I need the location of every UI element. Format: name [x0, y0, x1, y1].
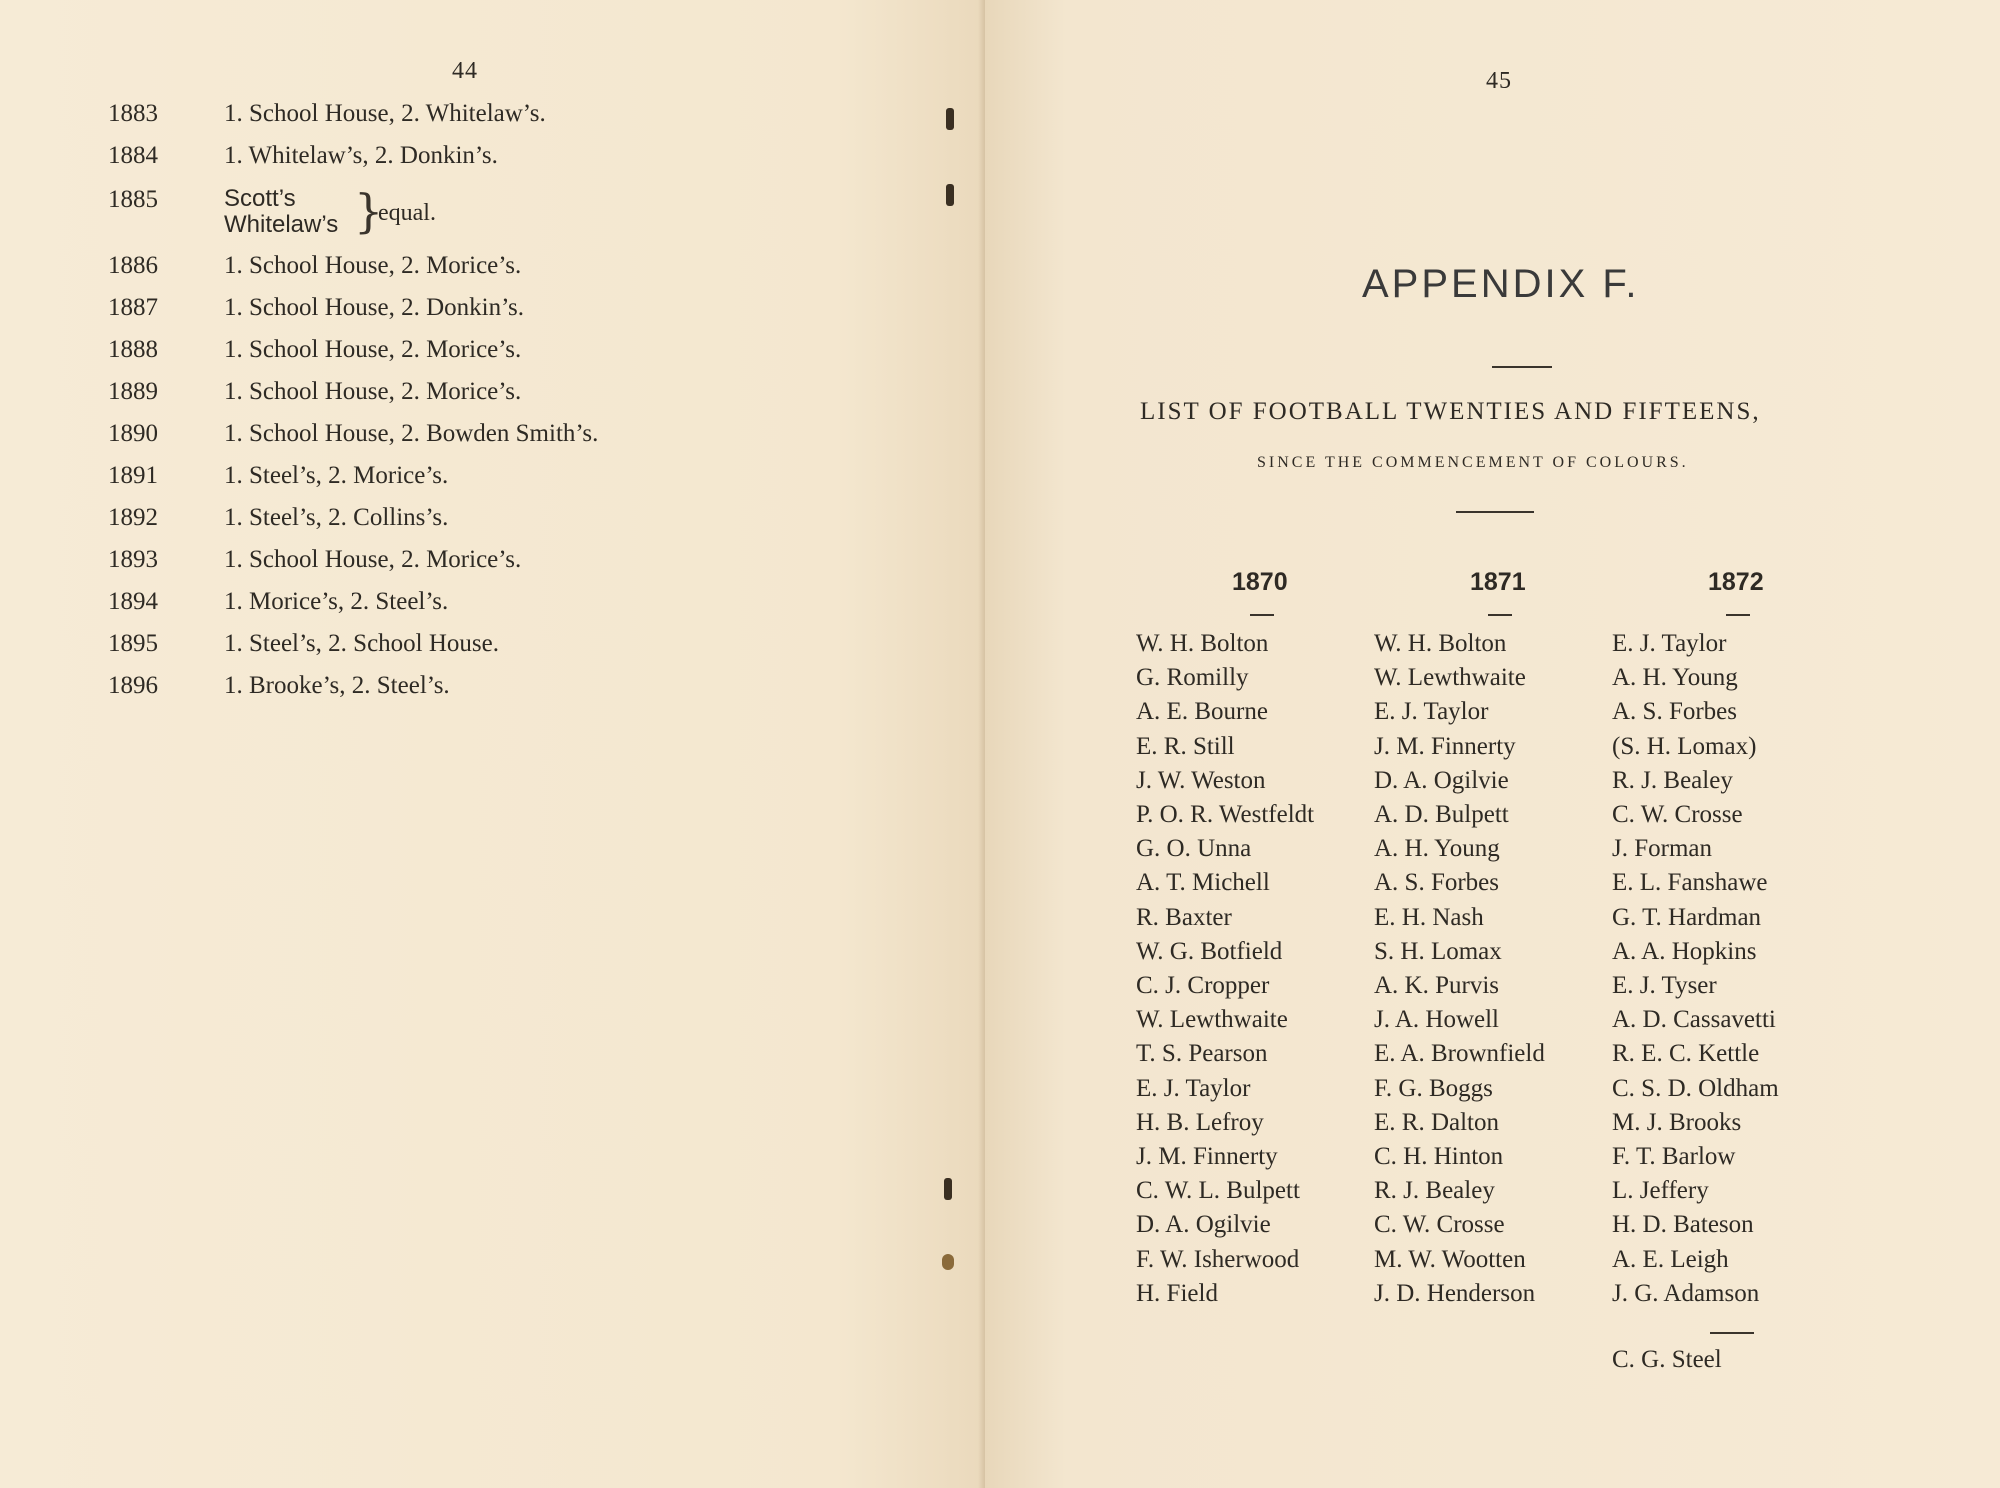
player-name: C. S. D. Oldham: [1612, 1074, 1779, 1102]
player-name: A. T. Michell: [1136, 869, 1270, 897]
player-name: C. H. Hinton: [1374, 1143, 1504, 1170]
column-dash: [1726, 614, 1750, 616]
year-label: 1888: [108, 336, 158, 363]
divider-rule: [1710, 1332, 1754, 1334]
page-number-45: 45: [1486, 68, 1512, 94]
year-label: 1893: [108, 546, 158, 573]
player-name: J. M. Finnerty: [1374, 732, 1516, 760]
column-year: 1870: [1232, 568, 1288, 596]
player-name: G. T. Hardman: [1612, 903, 1762, 931]
player-name: J. D. Henderson: [1374, 1279, 1536, 1307]
player-name: A. D. Bulpett: [1374, 801, 1509, 828]
year-label: 1885: [108, 186, 158, 213]
curly-brace: }: [354, 184, 384, 238]
tied-houses: [224, 186, 338, 238]
player-name: E. J. Taylor: [1374, 698, 1489, 726]
result-text: 1. School House, 2. Morice’s.: [224, 252, 522, 279]
player-name: E. A. Brownfield: [1374, 1040, 1545, 1068]
year-label: 1890: [108, 420, 158, 447]
player-name: E. R. Dalton: [1374, 1108, 1499, 1136]
player-name: J. M. Finnerty: [1136, 1143, 1278, 1170]
year-label: 1883: [108, 100, 158, 127]
page-number-44: 44: [452, 58, 478, 84]
player-name: A. D. Cassavetti: [1612, 1006, 1776, 1034]
player-name: F. G. Boggs: [1374, 1074, 1493, 1102]
year-label: 1896: [108, 672, 158, 699]
year-label: 1891: [108, 462, 158, 489]
binding-stitch: [942, 1254, 954, 1270]
player-name: C. W. L. Bulpett: [1136, 1177, 1300, 1205]
result-text: 1. School House, 2. Bowden Smith’s.: [224, 420, 599, 447]
binding-stitch: [946, 184, 954, 206]
result-text: 1. Steel’s, 2. Collins’s.: [224, 504, 449, 531]
player-name: D. A. Ogilvie: [1136, 1211, 1271, 1239]
year-label: 1889: [108, 378, 158, 405]
binding-stitch: [944, 1178, 952, 1200]
result-text: 1. Steel’s, 2. Morice’s.: [224, 462, 449, 489]
column-dash: [1250, 614, 1274, 616]
result-text: 1. Morice’s, 2. Steel’s.: [224, 588, 449, 615]
player-name: R. Baxter: [1136, 903, 1232, 931]
player-name: R. J. Bealey: [1612, 766, 1733, 794]
player-name: R. J. Bealey: [1374, 1177, 1495, 1205]
player-name: E. J. Taylor: [1612, 630, 1727, 657]
player-name: E. R. Still: [1136, 732, 1235, 760]
player-name: J. A. Howell: [1374, 1006, 1499, 1034]
player-name: D. A. Ogilvie: [1374, 766, 1509, 794]
player-name: W. Lewthwaite: [1374, 664, 1526, 692]
list-subtitle: SINCE THE COMMENCEMENT OF COLOURS.: [1257, 454, 1689, 471]
player-name: F. T. Barlow: [1612, 1143, 1736, 1170]
player-name: A. E. Leigh: [1612, 1245, 1729, 1273]
binding-stitch: [946, 108, 954, 130]
player-name: C. J. Cropper: [1136, 972, 1270, 999]
player-name: J. G. Adamson: [1612, 1279, 1760, 1307]
player-name: (S. H. Lomax): [1612, 732, 1757, 760]
player-name: W. G. Botfield: [1136, 937, 1283, 965]
player-name: A. A. Hopkins: [1612, 937, 1757, 965]
divider-rule: [1492, 366, 1552, 368]
result-text: 1. Steel’s, 2. School House.: [224, 630, 499, 657]
player-name: C. W. Crosse: [1374, 1211, 1505, 1239]
player-name: T. S. Pearson: [1136, 1040, 1268, 1068]
year-label: 1895: [108, 630, 158, 657]
player-name: J. W. Weston: [1136, 766, 1266, 794]
player-name: A. K. Purvis: [1374, 972, 1500, 999]
player-name: M. J. Brooks: [1612, 1108, 1742, 1136]
result-text: 1. School House, 2. Morice’s.: [224, 546, 522, 573]
player-name: E. J. Taylor: [1136, 1074, 1251, 1102]
player-name: H. Field: [1136, 1279, 1218, 1307]
player-name: F. W. Isherwood: [1136, 1245, 1300, 1273]
player-name: J. Forman: [1612, 835, 1712, 863]
player-name: P. O. R. Westfeldt: [1136, 801, 1315, 828]
result-text: 1. School House, 2. Morice’s.: [224, 336, 522, 363]
result-text: 1. School House, 2. Whitelaw’s.: [224, 100, 546, 127]
player-name: A. E. Bourne: [1136, 698, 1268, 726]
year-label: 1886: [108, 252, 158, 279]
tied-house-name: Whitelaw’s: [224, 211, 339, 238]
player-name: H. D. Bateson: [1612, 1211, 1754, 1239]
player-name: W. Lewthwaite: [1136, 1006, 1288, 1034]
year-label: 1894: [108, 588, 158, 615]
year-label: 1884: [108, 142, 158, 169]
player-name: A. H. Young: [1612, 664, 1738, 692]
player-name: R. E. C. Kettle: [1612, 1040, 1760, 1068]
player-name: A. S. Forbes: [1374, 869, 1500, 897]
year-label: 1887: [108, 294, 158, 321]
player-name: A. H. Young: [1374, 835, 1500, 863]
player-name: H. B. Lefroy: [1136, 1108, 1264, 1136]
player-name: M. W. Wootten: [1374, 1245, 1526, 1273]
result-text: equal.: [378, 200, 436, 226]
result-text: 1. School House, 2. Donkin’s.: [224, 294, 524, 321]
result-text: 1. Brooke’s, 2. Steel’s.: [224, 672, 450, 699]
player-name: E. L. Fanshawe: [1612, 869, 1768, 897]
year-label: 1892: [108, 504, 158, 531]
player-name: W. H. Bolton: [1374, 630, 1507, 657]
player-name: E. H. Nash: [1374, 903, 1484, 931]
player-name: W. H. Bolton: [1136, 630, 1269, 657]
player-name: C. G. Steel: [1612, 1346, 1722, 1373]
player-name: E. J. Tyser: [1612, 972, 1717, 999]
player-name: G. O. Unna: [1136, 835, 1252, 863]
list-title: LIST OF FOOTBALL TWENTIES AND FIFTEENS,: [1140, 398, 1761, 425]
player-name: C. W. Crosse: [1612, 801, 1743, 828]
divider-rule: [1456, 511, 1534, 513]
left-page: [0, 0, 985, 1488]
result-text: 1. Whitelaw’s, 2. Donkin’s.: [224, 142, 498, 169]
player-name: L. Jeffery: [1612, 1177, 1709, 1205]
player-name: S. H. Lomax: [1374, 937, 1502, 965]
player-name: A. S. Forbes: [1612, 698, 1738, 726]
column-dash: [1488, 614, 1512, 616]
player-name: G. Romilly: [1136, 664, 1249, 692]
appendix-heading: APPENDIX F.: [1362, 262, 1640, 306]
column-year: 1871: [1470, 568, 1526, 596]
column-year: 1872: [1708, 568, 1764, 596]
result-text: 1. School House, 2. Morice’s.: [224, 378, 522, 405]
tied-house-name: Scott’s: [224, 185, 296, 212]
